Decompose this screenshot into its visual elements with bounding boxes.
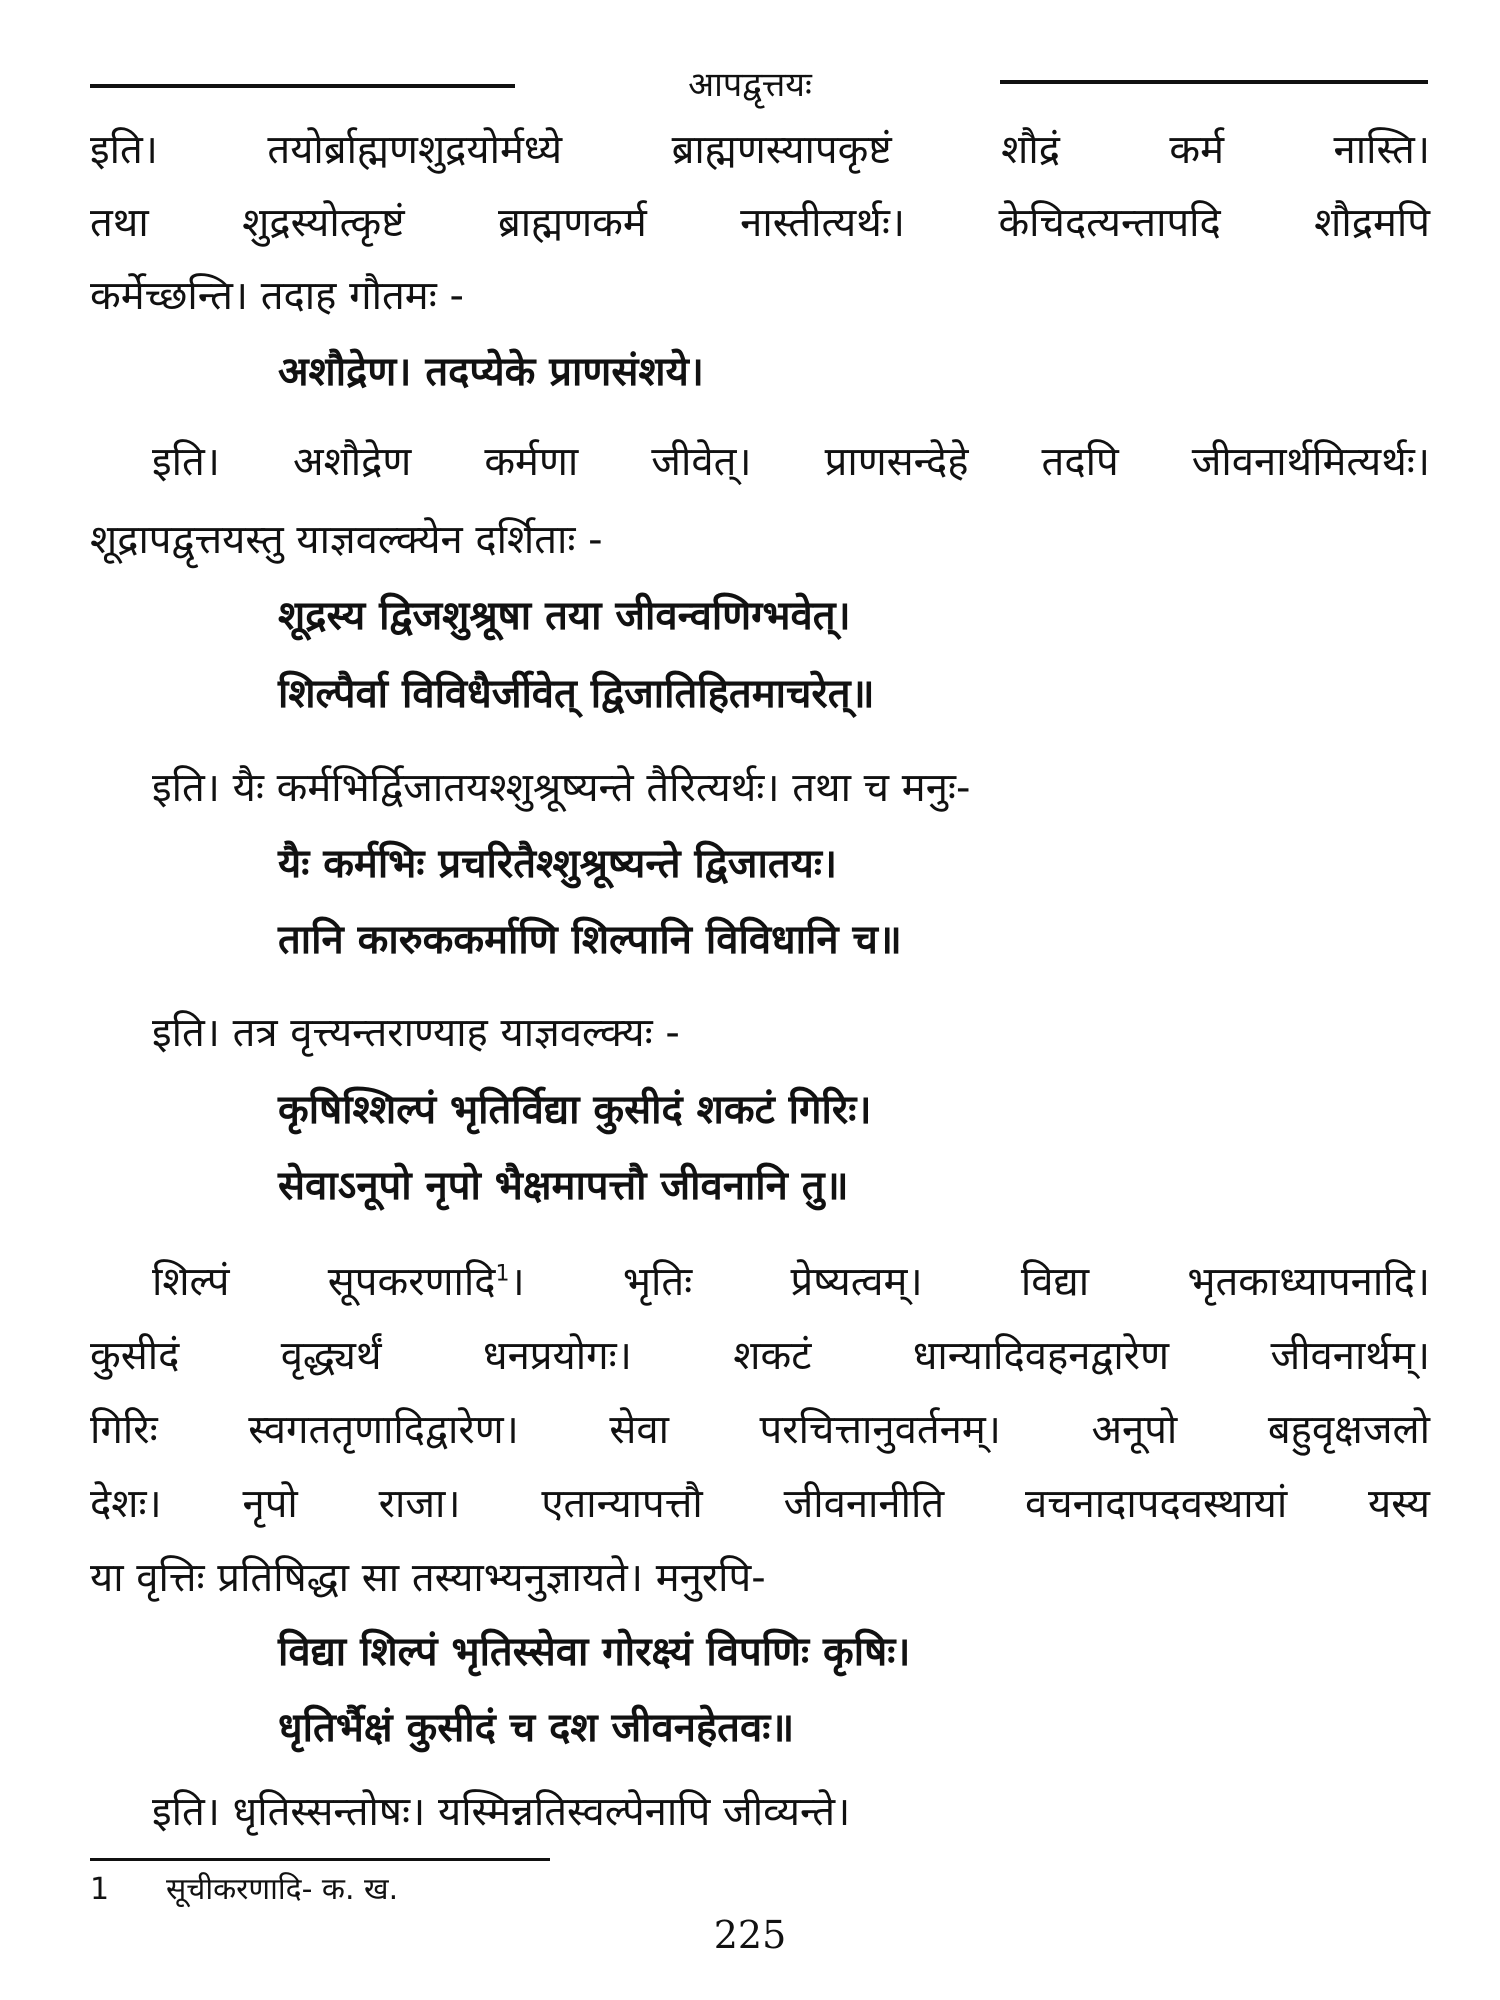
footnote-text: सूचीकरणादि- क. ख. — [166, 1872, 399, 1907]
body-line: गिरिः स्वगततृणादिद्वारेण। सेवा परचित्तानुवर्तनम्। अनूपो बहुवृक्षजलो — [90, 1407, 1430, 1453]
verse-line: शूद्रस्य द्विजशुश्रूषा तया जीवन्वणिग्भवेत्। — [278, 593, 851, 639]
body-line: इति। अशौद्रेण कर्मणा जीवेत्। प्राणसन्देहे तदपि जीवनार्थमित्यर्थः। — [152, 439, 1430, 485]
verse-line: कृषिश्शिल्पं भृतिर्विद्या कुसीदं शकटं गिरिः। — [278, 1087, 872, 1133]
body-line: कुसीदं वृद्ध्यर्थं धनप्रयोगः। शकटं धान्यादिवहनद्वारेण जीवनार्थम्। — [90, 1333, 1430, 1379]
body-line: इति। तत्र वृत्त्यन्तराण्याह याज्ञवल्क्यः - — [152, 1010, 680, 1056]
body-text: । भृतिः प्रेष्यत्वम्। विद्या भृतकाध्यापनादि। — [509, 1259, 1430, 1305]
footnote-number: 1 — [90, 1872, 110, 1907]
verse-line: तानि कारुककर्माणि शिल्पानि विविधानि च॥ — [278, 917, 902, 963]
header-rule-right — [1000, 80, 1428, 84]
verse-line: सेवाऽनूपो नृपो भैक्षमापत्तौ जीवनानि तु॥ — [278, 1163, 849, 1209]
body-line: शूद्रापद्वृत्तयस्तु याज्ञवल्क्येन दर्शिताः - — [90, 517, 603, 563]
body-line: या वृत्तिः प्रतिषिद्धा सा तस्याभ्यनुज्ञायते। मनुरपि- — [90, 1555, 766, 1601]
body-text: शिल्पं सूपकरणादि — [152, 1259, 496, 1305]
body-line: इति। धृतिस्सन्तोषः। यस्मिन्नतिस्वल्पेनापि जीव्यन्ते। — [152, 1789, 851, 1835]
running-title: आपद्वृत्तयः — [688, 65, 812, 105]
verse-line: अशौद्रेण। तदप्येके प्राणसंशये। — [278, 349, 704, 395]
body-line: देशः। नृपो राजा। एतान्यापत्तौ जीवनानीति वचनादापदवस्थायां यस्य — [90, 1481, 1430, 1527]
verse-line: धृतिर्भैक्षं कुसीदं च दश जीवनहेतवः॥ — [278, 1705, 795, 1751]
verse-line: यैः कर्मभिः प्रचरितैश्शुश्रूष्यन्ते द्विजातयः। — [278, 841, 838, 887]
page-number: 225 — [713, 1913, 787, 1957]
verse-line: विद्या शिल्पं भृतिस्सेवा गोरक्ष्यं विपणिः कृषिः। — [278, 1629, 911, 1675]
body-line: इति। यैः कर्मभिर्द्विजातयश्शुश्रूष्यन्ते तैरित्यर्थः। तथा च मनुः- — [152, 765, 971, 811]
body-line-with-footnote-mark — [152, 1252, 1430, 1312]
footnote-rule — [90, 1858, 550, 1861]
body-line: कर्मेच्छन्ति। तदाह गौतमः - — [90, 273, 464, 319]
footnote-marker: 1 — [495, 1261, 510, 1287]
verse-line: शिल्पैर्वा विविधैर्जीवेत् द्विजातिहितमाचरेत्॥ — [278, 671, 875, 717]
body-line: इति। तयोर्ब्राह्मणशुद्रयोर्मध्ये ब्राह्मणस्यापकृष्टं शौद्रं कर्म नास्ति। — [90, 127, 1430, 173]
body-line: तथा शुद्रस्योत्कृष्टं ब्राह्मणकर्म नास्तीत्यर्थः। केचिदत्यन्तापदि शौद्रमपि — [90, 200, 1430, 246]
